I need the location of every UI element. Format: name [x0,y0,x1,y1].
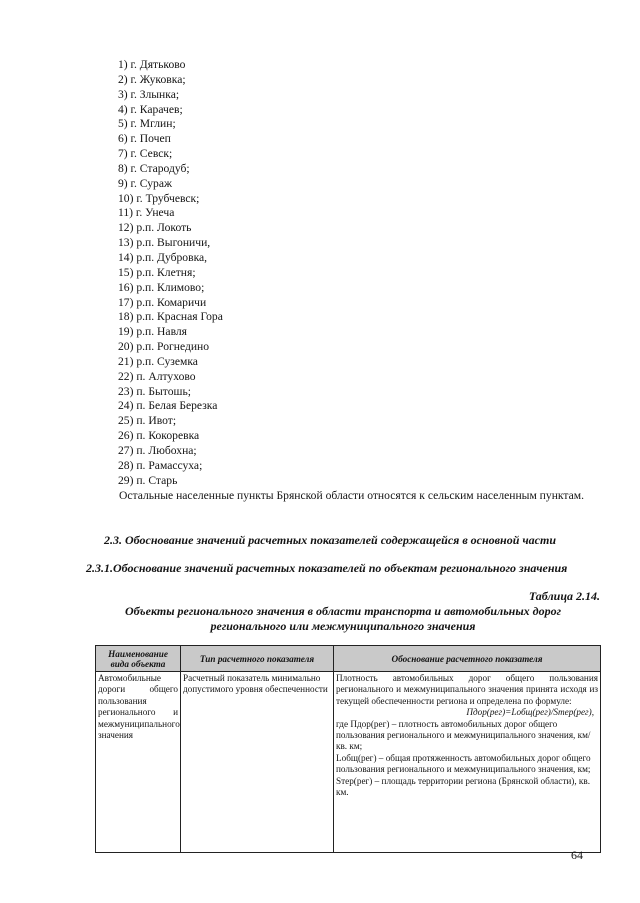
heading-2-3: 2.3. Обоснование значений расчетных показателей содержащейся в основной части [104,533,557,547]
list-item: 13) р.п. Выгоничи, [118,236,211,250]
list-item: 17) р.п. Комаричи [118,295,207,309]
list-item: 22) п. Алтухово [118,369,196,383]
list-item: 21) р.п. Суземка [118,354,198,368]
table-header-row [96,646,601,672]
list-item: 5) г. Мглин; [118,117,176,131]
list-item: 20) р.п. Рогнедино [118,340,210,354]
list-item: 4) г. Карачев; [118,102,183,116]
list-item: 10) г. Трубчевск; [118,191,200,205]
list-item: 18) р.п. Красная Гора [118,310,223,324]
heading-2-3-1: 2.3.1.Обоснование значений расчетных показателей по объектам регионального значения [86,561,568,575]
list-item: 12) р.п. Локоть [118,221,192,235]
list-item: 19) р.п. Навля [118,325,188,339]
list-item: 3) г. Злынка; [118,87,180,101]
list-item: 7) г. Севск; [118,147,173,161]
justification-intro: Плотность автомобильных дорог общего пользования регионального и межмуниципального значения принята исходя из текущей обеспеченности региона и определена по формуле: [336,673,598,706]
list-item: 16) р.п. Климово; [118,280,205,294]
list-item: 29) п. Старь [118,473,178,487]
list-item: 9) г. Сураж [118,176,172,190]
list-item: 11) г. Унеча [118,206,175,220]
table-title-line-2: регионального или межмуниципального значения [210,619,476,633]
settlement-list [118,58,223,488]
list-item: 14) р.п. Дубровка, [118,250,208,264]
header-indicator-type: Тип расчетного показателя [181,646,334,672]
table-row [96,672,601,853]
header-object-name: Наименование вида объекта [96,646,181,672]
header-justification: Обоснование расчетного показателя [334,646,601,672]
cell-indicator-type: Расчетный показатель минимально допустимого уровня обеспеченности [181,672,334,853]
list-item: 1) г. Дятьково [118,58,186,71]
list-item: 23) п. Бытошь; [118,384,191,398]
table-label: Таблица 2.14. [528,589,600,603]
list-item: 28) п. Рамассуха; [118,458,203,472]
list-item: 26) п. Кокоревка [118,429,200,443]
paragraph-rural: Остальные населенные пункты Брянской области относятся к сельским населенным пунктам. [119,489,584,502]
list-item: 25) п. Ивот; [118,414,177,428]
list-item: 27) п. Любохна; [118,443,197,457]
objects-table [95,645,601,853]
list-item: 8) г. Стародуб; [118,161,190,175]
list-item: 6) г. Почеп [118,132,171,146]
table-title [86,604,600,634]
density-formula: Пдор(рег)=Lобщ(рег)/Sтер(рег), [466,707,594,718]
page-number: 64 [571,848,583,862]
cell-justification [334,672,601,853]
definition-length: Lобщ(рег) – общая протяженность автомобильных дорог общего пользования регионального и межмуниципального значения, км; [336,752,591,775]
list-item: 24) п. Белая Березка [118,399,218,413]
list-item: 2) г. Жуковка; [118,72,186,86]
definition-density: где Пдор(рег) – плотность автомобильных дорог общего пользования регионального и межмуниципального значения, км/кв. км; [336,718,591,752]
table-title-line-1: Объекты регионального значения в области транспорта и автомобильных дорог [124,604,562,618]
cell-object-name: Автомобильные дороги общего пользования регионального и межмуниципального значения [96,672,181,853]
definition-area: Sтер(рег) – площадь территории региона (Брянской области), кв. км. [336,775,591,798]
list-item: 15) р.п. Клетня; [118,265,196,279]
